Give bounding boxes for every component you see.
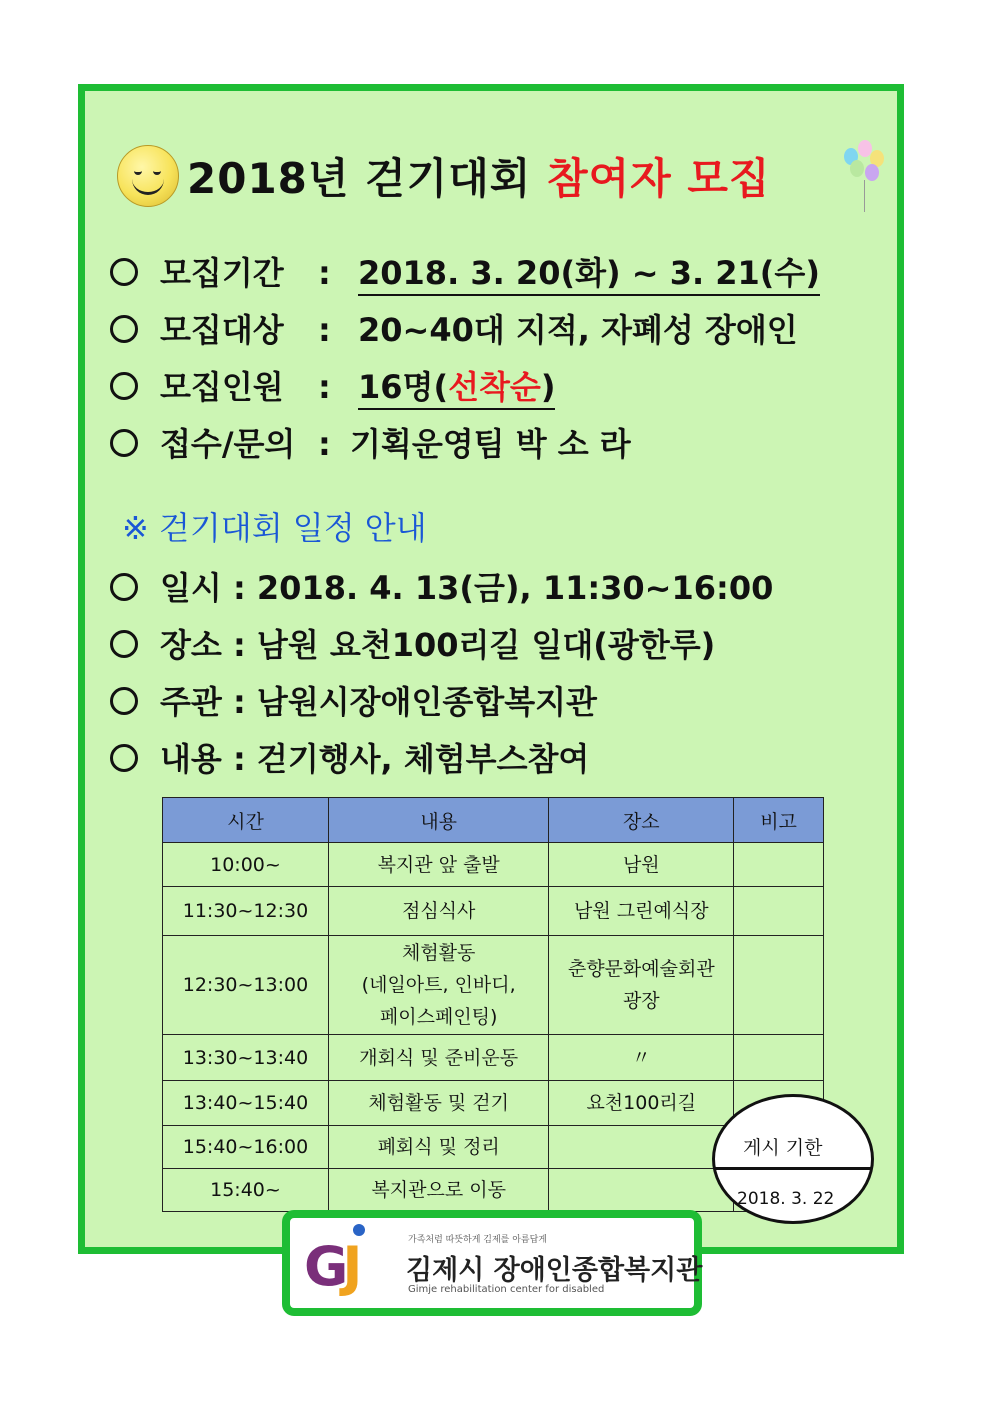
table-row: 10:00~ 복지관 앞 출발 남원 (163, 843, 824, 887)
header-place: 장소 (549, 798, 734, 843)
logo-name: 김제시 장애인종합복지관 (406, 1255, 703, 1286)
recruit-target-row: 모집대상 : 20~40대 지적, 자폐성 장애인 (110, 305, 798, 351)
posting-deadline-stamp (712, 1094, 874, 1224)
circle-bullet-icon (110, 372, 138, 400)
title-red: 참여자 모집 (547, 154, 771, 203)
event-date-row: 일시 : 2018. 4. 13(금), 11:30~16:00 (110, 563, 773, 609)
recruit-target-value: 20~40대 지적, 자폐성 장애인 (358, 311, 798, 349)
recruit-contact-value: 기획운영팀 박 소 라 (350, 425, 631, 463)
stamp-label: 게시 기한 (743, 1137, 823, 1159)
table-row: 13:30~13:40 개회식 및 준비운동 〃 (163, 1035, 824, 1081)
stamp-date: 2018. 3. 22 (737, 1189, 835, 1209)
balloons-icon (840, 140, 890, 215)
recruit-period-value: 2018. 3. 20(화) ~ 3. 21(수) (358, 254, 820, 296)
event-host-row: 주관 : 남원시장애인종합복지관 (110, 677, 597, 723)
title-black: 2018년 걷기대회 (187, 154, 532, 203)
circle-bullet-icon (110, 687, 138, 715)
table-header-row (163, 798, 824, 843)
event-content-row: 내용 : 걷기행사, 체험부스참여 (110, 734, 589, 780)
recruit-contact-row: 접수/문의 : 기획운영팀 박 소 라 (110, 419, 631, 465)
header-content: 내용 (328, 798, 549, 843)
page-title (187, 146, 771, 206)
logo-english: Gimje rehabilitation center for disabled (408, 1284, 605, 1295)
smiley-face-icon (117, 145, 179, 207)
circle-bullet-icon (110, 744, 138, 772)
logo-tagline: 가족처럼 따뜻하게 김제를 아름답게 (408, 1235, 547, 1245)
table-row: 11:30~12:30 점심식사 남원 그린예식장 (163, 887, 824, 936)
schedule-note: ※ 걷기대회 일정 안내 (122, 509, 427, 547)
circle-bullet-icon (110, 429, 138, 457)
circle-bullet-icon (110, 315, 138, 343)
organization-logo (282, 1210, 702, 1316)
recruit-period-row: 모집기간 : 2018. 3. 20(화) ~ 3. 21(수) (110, 248, 820, 294)
table-row: 15:40~ 복지관으로 이동 (163, 1169, 824, 1212)
table-row: 15:40~16:00 폐회식 및 정리 (163, 1126, 824, 1169)
gj-logo-mark: GJ (304, 1235, 357, 1298)
header-note: 비고 (734, 798, 824, 843)
circle-bullet-icon (110, 258, 138, 286)
recruit-count-row: 모집인원 : 16명(선착순) (110, 362, 555, 408)
circle-bullet-icon (110, 573, 138, 601)
table-row: 13:40~15:40 체험활동 및 걷기 요천100리길 (163, 1081, 824, 1126)
table-row: 12:30~13:00 체험활동 (네일아트, 인바디, 페이스페인팅) 춘향문화예술회관 광장 (163, 936, 824, 1035)
event-place-row: 장소 : 남원 요천100리길 일대(광한루) (110, 620, 715, 666)
recruit-count-value: 16명(선착순) (358, 368, 555, 410)
circle-bullet-icon (110, 630, 138, 658)
logo-dot-icon (353, 1224, 365, 1236)
header-time: 시간 (163, 798, 329, 843)
title-row (115, 140, 895, 210)
